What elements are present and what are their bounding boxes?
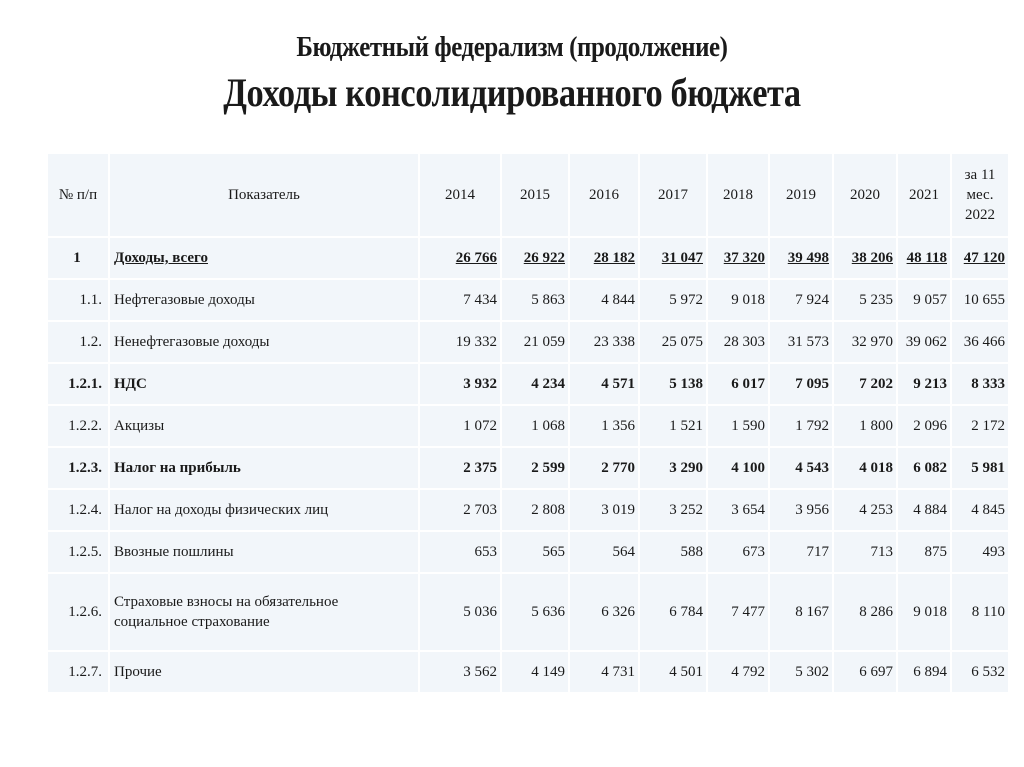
- value-cell: [501, 573, 569, 651]
- value-text: 4 844: [601, 291, 635, 308]
- value-cell: [833, 531, 897, 573]
- value-cell: [951, 573, 1009, 651]
- value-cell: [707, 321, 769, 363]
- table-row: [47, 321, 1009, 363]
- value-text: 2 172: [971, 417, 1005, 434]
- slide-subtitle: Доходы консолидированного бюджета: [223, 70, 801, 115]
- value-cell: [639, 489, 707, 531]
- value-cell: [833, 489, 897, 531]
- value-cell: [501, 447, 569, 489]
- value-cell: [769, 363, 833, 405]
- value-text: 5 036: [463, 603, 497, 620]
- row-number: 1.2.3.: [47, 447, 109, 489]
- value-cell: [897, 447, 951, 489]
- header-year: 2020: [833, 153, 897, 237]
- value-cell: [833, 405, 897, 447]
- value-text: 5 981: [971, 459, 1005, 476]
- value-text: 3 932: [463, 375, 497, 392]
- value-text: 36 466: [963, 333, 1005, 350]
- value-cell: [419, 405, 501, 447]
- value-cell: [419, 531, 501, 573]
- row-label: [109, 321, 419, 363]
- value-text: 1 356: [601, 417, 635, 434]
- value-cell: [639, 573, 707, 651]
- header-num: № п/п: [47, 153, 109, 237]
- value-text: 47 120: [963, 249, 1005, 266]
- row-number: 1: [47, 237, 109, 279]
- value-cell: [419, 237, 501, 279]
- value-cell: [569, 405, 639, 447]
- value-cell: [707, 405, 769, 447]
- value-text: 5 863: [531, 291, 565, 308]
- value-cell: [897, 489, 951, 531]
- header-year: 2017: [639, 153, 707, 237]
- header-11-months-2022: [951, 153, 1009, 237]
- value-text: 6 082: [913, 459, 947, 476]
- value-text: 19 332: [455, 333, 497, 350]
- row-label: [109, 531, 419, 573]
- row-label-text: Налог на прибыль: [114, 460, 241, 476]
- row-label-text: НДС: [114, 376, 147, 392]
- value-cell: [501, 279, 569, 321]
- value-cell: [833, 651, 897, 693]
- value-cell: [951, 279, 1009, 321]
- row-label-text: Прочие: [114, 664, 162, 680]
- value-cell: [707, 651, 769, 693]
- row-label-text: Акцизы: [114, 418, 165, 434]
- value-text: 875: [924, 543, 947, 560]
- value-text: 2 703: [463, 501, 497, 518]
- value-text: 2 375: [463, 459, 497, 476]
- value-cell: [769, 573, 833, 651]
- row-label: [109, 489, 419, 531]
- value-cell: [833, 279, 897, 321]
- row-number: 1.2.: [47, 321, 109, 363]
- value-text: 9 213: [913, 375, 947, 392]
- value-cell: [639, 447, 707, 489]
- value-text: 1 521: [669, 417, 703, 434]
- value-text: 4 543: [795, 459, 829, 476]
- row-label: [109, 447, 419, 489]
- table-row: [47, 651, 1009, 693]
- value-text: 717: [806, 543, 829, 560]
- row-label: [109, 363, 419, 405]
- value-text: 37 320: [723, 249, 765, 266]
- header-last-line3: 2022: [965, 207, 995, 223]
- table-row: [47, 405, 1009, 447]
- value-text: 1 590: [731, 417, 765, 434]
- value-text: 9 057: [913, 291, 947, 308]
- value-text: 3 562: [463, 663, 497, 680]
- value-cell: [897, 573, 951, 651]
- value-cell: [951, 363, 1009, 405]
- value-cell: [639, 279, 707, 321]
- value-text: 25 075: [661, 333, 703, 350]
- value-text: 39 062: [905, 333, 947, 350]
- value-text: 1 800: [859, 417, 893, 434]
- value-text: 23 338: [593, 333, 635, 350]
- value-text: 4 845: [971, 501, 1005, 518]
- value-text: 4 884: [913, 501, 947, 518]
- header-year: 2019: [769, 153, 833, 237]
- value-text: 673: [742, 543, 765, 560]
- row-number: 1.2.4.: [47, 489, 109, 531]
- value-cell: [707, 237, 769, 279]
- value-text: 31 047: [661, 249, 703, 266]
- value-cell: [419, 651, 501, 693]
- value-cell: [769, 237, 833, 279]
- value-cell: [501, 321, 569, 363]
- value-cell: [769, 321, 833, 363]
- value-text: 39 498: [787, 249, 829, 266]
- value-text: 588: [680, 543, 703, 560]
- value-cell: [707, 447, 769, 489]
- value-cell: [569, 651, 639, 693]
- value-text: 8 333: [971, 375, 1005, 392]
- value-cell: [569, 321, 639, 363]
- value-text: 3 654: [731, 501, 765, 518]
- value-cell: [569, 279, 639, 321]
- value-text: 5 138: [669, 375, 703, 392]
- value-text: 7 477: [731, 603, 765, 620]
- value-text: 7 434: [463, 291, 497, 308]
- value-text: 7 202: [859, 375, 893, 392]
- value-cell: [769, 279, 833, 321]
- value-text: 1 072: [463, 417, 497, 434]
- row-number: 1.2.7.: [47, 651, 109, 693]
- value-cell: [569, 237, 639, 279]
- table-row: [47, 489, 1009, 531]
- value-cell: [897, 651, 951, 693]
- row-label: [109, 237, 419, 279]
- value-cell: [951, 531, 1009, 573]
- row-label-text: Доходы, всего: [114, 250, 208, 266]
- value-text: 2 096: [913, 417, 947, 434]
- value-text: 8 286: [859, 603, 893, 620]
- value-text: 3 290: [669, 459, 703, 476]
- value-cell: [639, 363, 707, 405]
- slide-title: Бюджетный федерализм (продолжение): [296, 31, 728, 63]
- revenue-table: [46, 152, 1010, 694]
- value-text: 2 599: [531, 459, 565, 476]
- value-text: 5 972: [669, 291, 703, 308]
- value-text: 10 655: [963, 291, 1005, 308]
- value-cell: [419, 447, 501, 489]
- value-cell: [419, 573, 501, 651]
- value-text: 32 970: [851, 333, 893, 350]
- row-number: 1.2.2.: [47, 405, 109, 447]
- value-text: 4 234: [531, 375, 565, 392]
- value-cell: [707, 279, 769, 321]
- row-label: [109, 279, 419, 321]
- value-cell: [639, 651, 707, 693]
- table-row: [47, 363, 1009, 405]
- value-cell: [897, 363, 951, 405]
- value-text: 2 808: [531, 501, 565, 518]
- row-label-text: Страховые взносы на обязательное социальное страхование: [114, 594, 339, 630]
- value-text: 565: [542, 543, 565, 560]
- value-cell: [707, 531, 769, 573]
- value-text: 5 302: [795, 663, 829, 680]
- value-cell: [569, 573, 639, 651]
- table-row: [47, 237, 1009, 279]
- value-text: 8 110: [971, 603, 1005, 620]
- header-last-line2: мес.: [966, 187, 994, 203]
- value-cell: [769, 447, 833, 489]
- value-text: 6 697: [859, 663, 893, 680]
- row-label: [109, 405, 419, 447]
- value-text: 28 182: [593, 249, 635, 266]
- value-cell: [419, 279, 501, 321]
- row-number: 1.2.6.: [47, 573, 109, 651]
- value-text: 4 100: [731, 459, 765, 476]
- value-text: 5 235: [859, 291, 893, 308]
- value-text: 21 059: [523, 333, 565, 350]
- table-header-row: [47, 153, 1009, 237]
- slide-title-block: [0, 28, 1024, 118]
- value-text: 4 571: [601, 375, 635, 392]
- value-text: 1 068: [531, 417, 565, 434]
- value-cell: [951, 321, 1009, 363]
- value-text: 6 326: [601, 603, 635, 620]
- value-cell: [501, 531, 569, 573]
- value-text: 4 501: [669, 663, 703, 680]
- value-cell: [569, 363, 639, 405]
- row-number: 1.1.: [47, 279, 109, 321]
- table-body: [47, 237, 1009, 693]
- value-cell: [769, 651, 833, 693]
- header-year: 2018: [707, 153, 769, 237]
- value-text: 564: [612, 543, 635, 560]
- value-text: 3 252: [669, 501, 703, 518]
- table-row: [47, 531, 1009, 573]
- value-text: 6 532: [971, 663, 1005, 680]
- value-cell: [501, 237, 569, 279]
- row-label-text: Ненефтегазовые доходы: [114, 334, 270, 350]
- value-text: 7 095: [795, 375, 829, 392]
- value-text: 1 792: [795, 417, 829, 434]
- value-cell: [833, 363, 897, 405]
- value-cell: [897, 531, 951, 573]
- value-cell: [419, 489, 501, 531]
- value-cell: [833, 321, 897, 363]
- value-cell: [639, 531, 707, 573]
- value-cell: [951, 237, 1009, 279]
- value-text: 4 792: [731, 663, 765, 680]
- value-cell: [569, 531, 639, 573]
- value-text: 2 770: [601, 459, 635, 476]
- value-text: 713: [870, 543, 893, 560]
- value-cell: [707, 363, 769, 405]
- value-cell: [833, 573, 897, 651]
- value-cell: [769, 531, 833, 573]
- table-row: [47, 573, 1009, 651]
- value-cell: [419, 363, 501, 405]
- row-label: [109, 651, 419, 693]
- value-text: 7 924: [795, 291, 829, 308]
- row-label-text: Нефтегазовые доходы: [114, 292, 255, 308]
- value-text: 9 018: [731, 291, 765, 308]
- row-label-text: Налог на доходы физических лиц: [114, 502, 329, 518]
- value-text: 26 766: [455, 249, 497, 266]
- value-text: 6 894: [913, 663, 947, 680]
- value-cell: [897, 405, 951, 447]
- value-text: 38 206: [851, 249, 893, 266]
- value-text: 6 784: [669, 603, 703, 620]
- header-year: 2014: [419, 153, 501, 237]
- value-cell: [897, 321, 951, 363]
- header-year: 2021: [897, 153, 951, 237]
- value-cell: [951, 405, 1009, 447]
- value-text: 26 922: [523, 249, 565, 266]
- value-text: 48 118: [906, 249, 947, 266]
- row-number: 1.2.5.: [47, 531, 109, 573]
- value-cell: [707, 573, 769, 651]
- value-cell: [501, 363, 569, 405]
- value-cell: [951, 651, 1009, 693]
- row-label: [109, 573, 419, 651]
- value-cell: [769, 405, 833, 447]
- value-text: 3 956: [795, 501, 829, 518]
- value-text: 4 731: [601, 663, 635, 680]
- row-label-text: Ввозные пошлины: [114, 544, 234, 560]
- header-year: 2015: [501, 153, 569, 237]
- value-cell: [501, 405, 569, 447]
- value-text: 4 149: [531, 663, 565, 680]
- value-text: 4 018: [859, 459, 893, 476]
- value-text: 5 636: [531, 603, 565, 620]
- value-cell: [897, 237, 951, 279]
- table-row: [47, 279, 1009, 321]
- value-cell: [951, 489, 1009, 531]
- value-text: 653: [474, 543, 497, 560]
- value-text: 9 018: [913, 603, 947, 620]
- value-text: 6 017: [731, 375, 765, 392]
- value-cell: [897, 279, 951, 321]
- table-row: [47, 447, 1009, 489]
- value-cell: [639, 405, 707, 447]
- value-cell: [833, 237, 897, 279]
- value-cell: [501, 489, 569, 531]
- value-text: 493: [982, 543, 1005, 560]
- value-cell: [639, 237, 707, 279]
- value-cell: [419, 321, 501, 363]
- value-text: 4 253: [859, 501, 893, 518]
- value-cell: [951, 447, 1009, 489]
- value-cell: [501, 651, 569, 693]
- value-cell: [569, 489, 639, 531]
- value-cell: [569, 447, 639, 489]
- row-number: 1.2.1.: [47, 363, 109, 405]
- value-text: 28 303: [723, 333, 765, 350]
- value-cell: [833, 447, 897, 489]
- value-text: 31 573: [787, 333, 829, 350]
- value-cell: [707, 489, 769, 531]
- value-cell: [769, 489, 833, 531]
- header-last-line1: за 11: [964, 167, 996, 183]
- header-year: 2016: [569, 153, 639, 237]
- value-text: 3 019: [601, 501, 635, 518]
- header-indicator: Показатель: [109, 153, 419, 237]
- value-cell: [639, 321, 707, 363]
- value-text: 8 167: [795, 603, 829, 620]
